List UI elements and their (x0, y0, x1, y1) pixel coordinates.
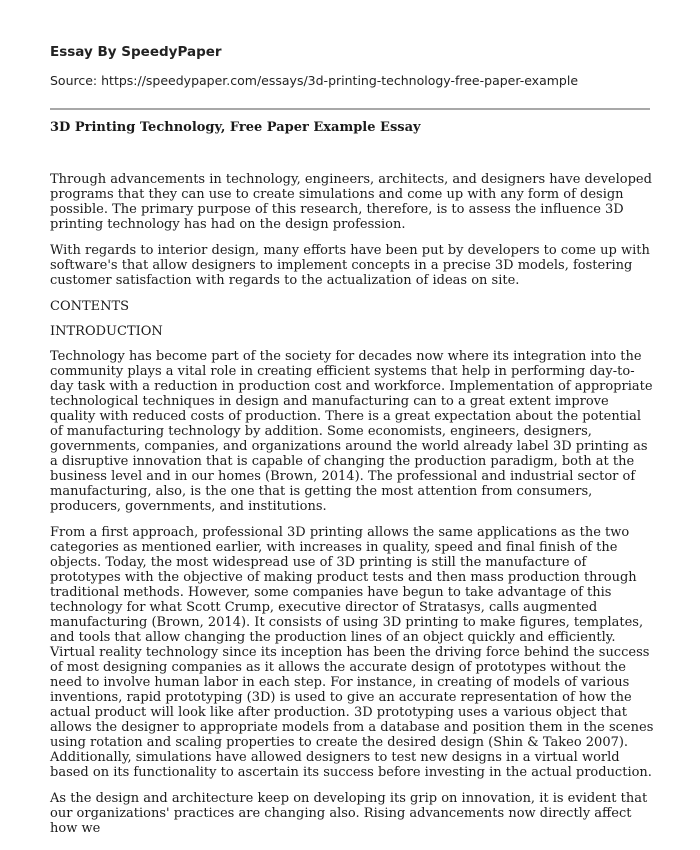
source-line: Source: https://speedypaper.com/essays/3d-printing-technology-free-paper-example (50, 73, 579, 88)
paragraph: Through advancements in technology, engineers, architects, and designers have developed programs that they can use to create simulations and come up with any form of design possible. The primary purpose of this research, therefore, is to assess the influence 3D printing technology has had on the design profession. (50, 172, 652, 232)
paragraph: Technology has become part of the society for decades now where its integration into the community plays a vital role in creating efficient systems that help in performing day-to-day task with a reduction in production cost and workforce. Implementation of appropriate technological techniques in design and manufacturing can to a great extent improve quality with reduced costs of production. There is a great expectation about the potential of manufacturing technology by addition. Some economists, engineers, designers, governments, companies, and organizations around the world already label 3D printing as a disruptive innovation that is capable of changing the production paradigm, both at the business level and in our homes (Brown, 2014). The professional and industrial sector of manufacturing, also, is the one that is getting the most attention from consumers, producers, governments, and institutions. (50, 349, 653, 514)
essay-body (50, 172, 654, 847)
paragraph: As the design and architecture keep on developing its grip on innovation, it is evident that our organizations' practices are changing also. Rising advancements now directly affect how we (50, 791, 648, 836)
section-heading-contents: CONTENTS (50, 299, 130, 314)
paragraph: From a first approach, professional 3D printing allows the same applications as the two categories as mentioned earlier, with increases in quality, speed and final finish of the objects. Today, the most widespread use of 3D printing is still the manufacture of prototypes with the objective of making product tests and then mass production through traditional methods. However, some companies have begun to take advantage of this technology for what Scott Crump, executive director of Stratasys, calls augmented manufacturing (Brown, 2014). It consists of using 3D printing to make figures, templates, and tools that allow changing the production lines of an object quickly and efficiently. Virtual reality technology since its inception has been the driving force behind the success of most designing companies as it allows the accurate design of prototypes without the need to involve human labor in each step. For instance, in creating of models of various inventions, rapid prototyping (3D) is used to give an accurate representation of how the actual product will look like after production. 3D prototyping uses a various object that allows the designer to appropriate models from a database and position them in the scenes using rotation and scaling properties to create the desired design (Shin & Takeo 2007). Additionally, simulations have allowed designers to test new designs in a virtual world based on its functionality to ascertain its success before investing in the actual production. (50, 525, 654, 780)
header-divider (50, 108, 650, 110)
brand-title: Essay By SpeedyPaper (50, 44, 222, 60)
paragraph: With regards to interior design, many efforts have been put by developers to come up with software's that allow designers to implement concepts in a precise 3D models, fostering customer satisfaction with regards to the actualization of ideas on site. (50, 243, 650, 288)
essay-title: 3D Printing Technology, Free Paper Example Essay (50, 120, 421, 135)
section-heading-introduction: INTRODUCTION (50, 324, 163, 339)
